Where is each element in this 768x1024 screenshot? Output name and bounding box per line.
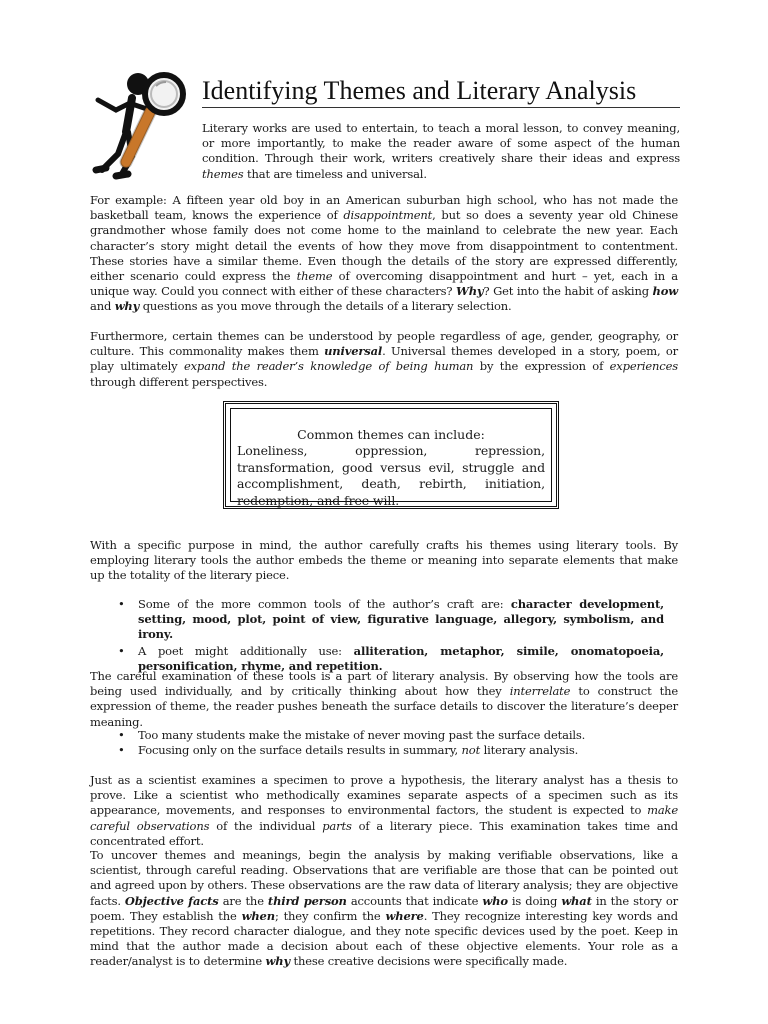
tools-bullet-list: [116, 597, 664, 675]
list-item: • Too many students make the mistake of never moving past the surface details.: [118, 728, 586, 742]
universal-themes-paragraph: Furthermore, certain themes can be understood by people regardless of age, gender, geography, or culture. This commonality makes them universal. Universal themes developed in a story, poem, or play ultimately expand the reader’s knowledge of being human by the expression of experiences through different perspectives.: [90, 329, 678, 389]
list-item: • Some of the more common tools of the author’s craft are: character development, setting, mood, plot, point of view, figurative language, allegory, symbolism, and irony.: [118, 597, 664, 642]
common-themes-box-inner: [230, 408, 552, 508]
intro-paragraph: Literary works are used to entertain, to teach a moral lesson, to convey meaning, or more importantly, to make the reader aware of some aspect of the human condition. Through their work, writers creatively share their ideas and express themes that are timeless and universal.: [202, 121, 680, 181]
list-item: • A poet might additionally use: alliteration, metaphor, simile, onomatopoeia, personification, rhyme, and repetition.: [118, 643, 664, 673]
literary-tools-paragraph: With a specific purpose in mind, the author carefully crafts his themes using literary tools. By employing literary tools the author embeds the theme or meaning into separate elements that make up the totality of the literary piece.: [90, 538, 678, 583]
surface-details-bullet-list: [116, 728, 664, 758]
title-underline: [202, 107, 680, 108]
list-item: • Focusing only on the surface details results in summary, not literary analysis.: [118, 743, 579, 758]
magnifying-glass-figure-icon: [88, 70, 200, 182]
common-themes-heading: Common themes can include:: [297, 427, 485, 442]
scientist-paragraph: Just as a scientist examines a specimen to prove a hypothesis, the literary analyst has a thesis to prove. Like a scientist who methodically examines separate aspects of a specimen such as its appearance, movements, and responses to environmental factors, the student is expected to make careful observations of the individual parts of a literary piece. This examination takes time and concentrated effort.: [90, 773, 678, 848]
common-themes-list: Loneliness, oppression, repression, transformation, good versus evil, struggle and accomplishment, death, rebirth, initiation, redemption, and free will.: [237, 443, 545, 508]
document-title: Identifying Themes and Literary Analysis: [202, 76, 637, 105]
common-themes-box: [223, 401, 559, 509]
example-paragraph: For example: A fifteen year old boy in an American suburban high school, who has not made the basketball team, knows the experience of disappointment, but so does a seventy year old Chinese grandmother whose family does not come home to the mainland to celebrate the new year. Each character’s story might detail the events of how they move from disappointment to contentment. These stories have a similar theme. Even though the details of the story are expressed differently, either scenario could express the theme of overcoming disappointment and hurt – yet, each in a unique way. Could you connect with either of these characters? Why? Get into the habit of asking how and why questions as you move through the details of a literary selection.: [90, 193, 678, 314]
objective-facts-paragraph: To uncover themes and meanings, begin the analysis by making verifiable observations, like a scientist, through careful reading. Observations that are verifiable are those that can be pointed out and agreed upon by others. These observations are the raw data of literary analysis; they are objective facts. Objective facts are the third person accounts that indicate who is doing what in the story or poem. They establish the when; they confirm the where. They recognize interesting key words and repetitions. They record character dialogue, and they note specific devices used by the poet. Keep in mind that the author made a decision about each of these objective elements. Your role as a reader/analyst is to determine why these creative decisions were specifically made.: [90, 848, 679, 969]
analysis-paragraph: The careful examination of these tools is a part of literary analysis. By observing how the tools are being used individually, and by critically thinking about how they interrelate to construct the expression of theme, the reader pushes beneath the surface details to discover the literature’s deeper meaning.: [90, 669, 678, 729]
